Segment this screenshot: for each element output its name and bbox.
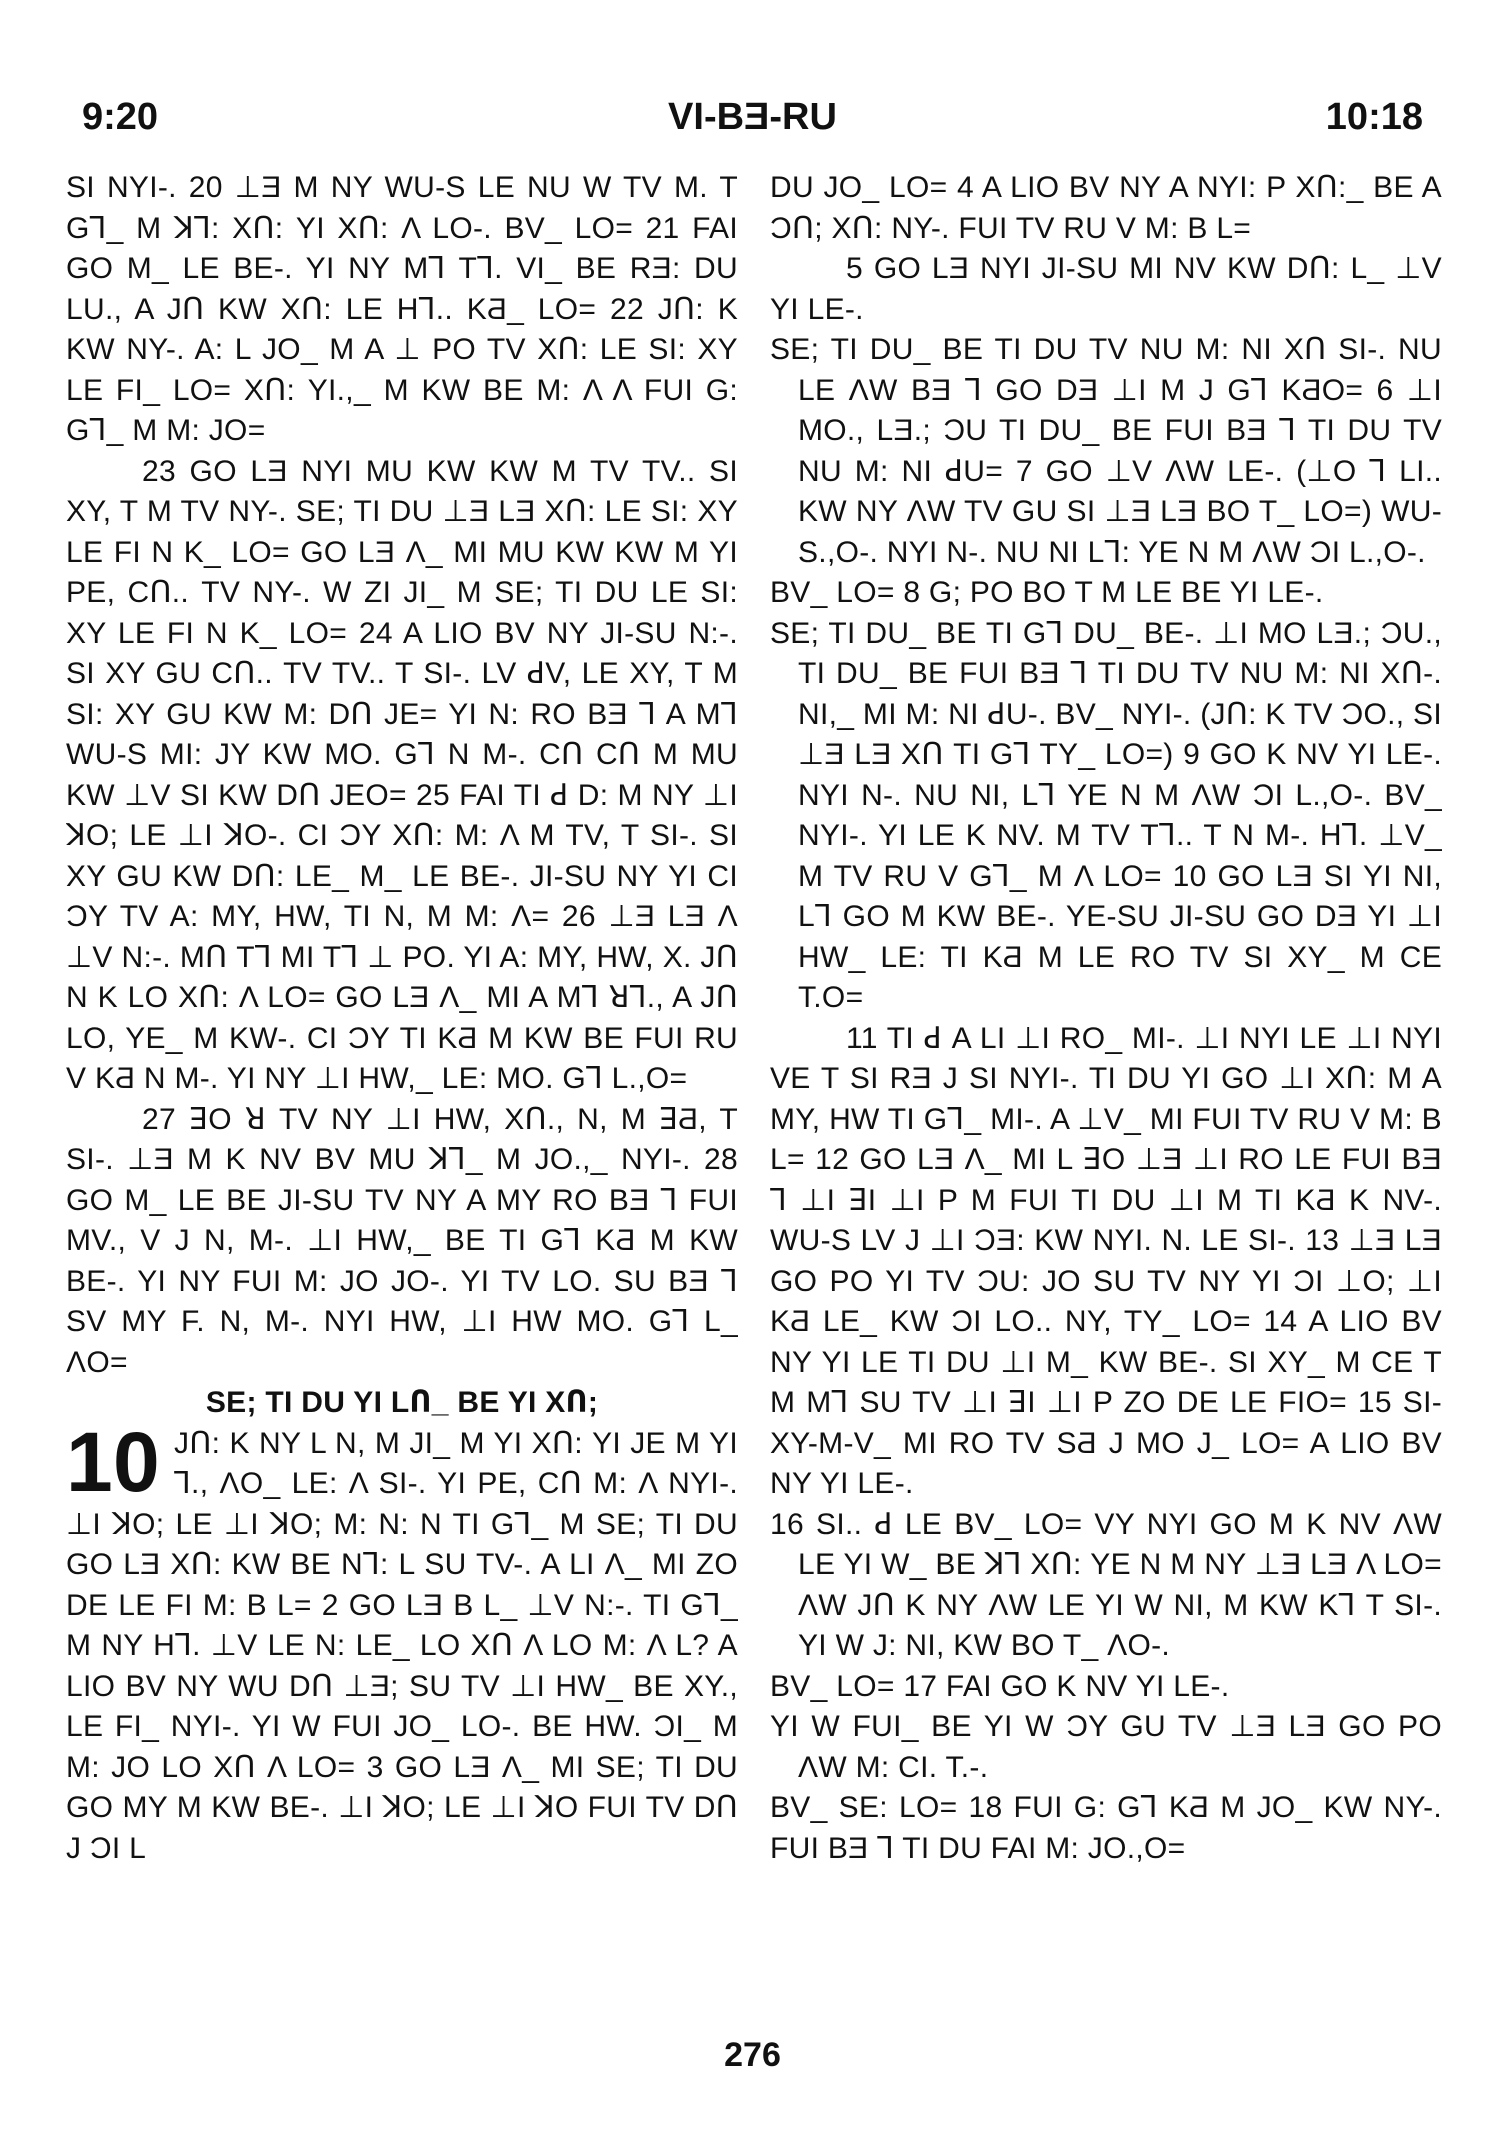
verse-paragraph: BV_ LO= 8 G; PO BO T M LE BE YI LE-. (770, 576, 1324, 609)
section-heading: SE; TI DU YI LՈ_ BE YI XՈ; (205, 1386, 599, 1419)
chapter-start (66, 1414, 738, 1870)
verse-paragraph: SI NYI-. 20 ⊥Ǝ M NY WU-S LE NU W TV M. T GꞀ_ M ꓘꞀ: XՈ: YI XՈ: Λ LO-. BV_ LO= 21 FAI GO M_ LE BE-. YI NY MꞀ TꞀ. VI_ BE RƎ: DU LU., A JՈ KW XՈ: LE HꞀ.. KƋ_ LO= 22 JՈ: K KW NY-. A: L JO_ M A ⊥ PO TV XՈ: LE SI: XY LE FI_ LO= XՈ: YI.,_ M KW BE M: Λ Λ FUI G: GꞀ_ M M: JO= (66, 171, 738, 447)
chapter-number: 10 (66, 1414, 161, 1509)
left-column (66, 168, 738, 2018)
verse-paragraph: JՈ: K NY L N, M JI_ M YI XՈ: YI JE M YI Ꞁ., ΛO_ LE: Λ SI-. YI PE, CՈ M: Λ NYI-. ⊥I ꓘO; LE ⊥I ꓘO; M: N: N TI GꞀ_ M SE; TI DU GO LƎ XՈ: KW BE NꞀ: L SU TV-. A LI Λ_ MI ZO DE LE FI M: B L= 2 GO LƎ B L_ ⊥V N:-. TI GꞀ_ M NY HꞀ. ⊥V LE N: LE_ LO XՈ Λ LO M: Λ L? A LIO BV NY WU DՈ ⊥Ǝ; SU TV ⊥I HW_ BE XY., LE FI_ NYI-. YI W FUI JO_ LO-. BE HW. ƆI_ M M: JO LO XՈ Λ LO= 3 GO LƎ Λ_ MI SE; TI DU GO MY M KW BE-. ⊥I ꓘO; LE ⊥I ꓘO FUI TV DՈ J ƆI L (66, 1426, 738, 1865)
right-column (770, 168, 1442, 2018)
poetry-line: SE; TI DU_ BE TI GꞀ DU_ BE-. ⊥I MO LƎ.; ƆU., TI DU_ BE FUI BƎ Ꞁ TI DU TV NU M: NI XՈ-. NI,_ MI M: NI ꓒU-. BV_ NYI-. (JՈ: K TV ƆO., SI ⊥Ǝ LƎ XՈ TI GꞀ TY_ LO=) 9 GO K NV YI LE-. NYI N-. NU NI, LꞀ YE N M ΛW ƆI L.,O-. BV_ NYI-. YI LE K NV. M TV TꞀ.. T N M-. HꞀ. ⊥V_ M TV RU V GꞀ_ M Λ LO= 10 GO LƎ SI YI NI, LꞀ GO M KW BE-. YE-SU JI-SU GO DƎ YI ⊥I HW_ LE: TI KƋ M LE RO TV SI XY_ M CE T.O= (770, 616, 1442, 1014)
header-end-reference: 10:18 (1325, 96, 1423, 138)
header-book-title: VI-BƎ-RU (668, 96, 837, 138)
verse-paragraph: BV_ LO= 17 FAI GO K NV YI LE-. (770, 1669, 1230, 1703)
page-number: 276 (724, 2036, 781, 2074)
verse-paragraph: BV_ SE: LO= 18 FUI G: GꞀ KƋ M JO_ KW NY-. FUI BƎ Ꞁ TI DU FAI M: JO.,O= (770, 1791, 1442, 1865)
verse-paragraph: 11 TI ꓒ A LI ⊥I RO_ MI-. ⊥I NYI LE ⊥I NYI VE T SI RƎ J SI NYI-. TI DU YI GO ⊥I XՈ: M A MY, HW TI GꞀ_ MI-. A ⊥V_ MI FUI TV RU V M: B L= 12 GO LƎ Λ_ MI L ꓱO ⊥Ǝ ⊥I RO LE FUI BƎ Ꞁ ⊥I ꓱI ⊥I P M FUI TI DU ⊥I M TI KƋ K NV-. WU-S LV J ⊥I ƆƎ: KW NYI. N. LE SI-. 13 ⊥Ǝ LƎ GO PO YI TV ƆU: JO SU TV NY YI ƆI ⊥O; ⊥I KƋ LE_ KW ƆI LO.. NY, TY_ LO= 14 A LIO BV NY YI LE TI DU ⊥I M_ KW BE-. SI XY_ M CE T M MꞀ SU TV ⊥I ꓱI ⊥I P ZO DE LE FIO= 15 SI-XY-M-V_ MI RO TV SƋ J MO J_ LO= A LIO BV NY YI LE-. (770, 1021, 1442, 1500)
poetry-line: 16 SI.. ꓒ LE BV_ LO= VY NYI GO M K NV ΛW LE YI W_ BE ꓘꞀ XՈ: YE N M NY ⊥Ǝ LƎ Λ LO= ΛW JՈ K NY ΛW LE YI W NI, M KW KꞀ T SI-. YI W J: NI, KW BO T_ ΛO-. (770, 1507, 1442, 1662)
verse-paragraph: 23 GO LƎ NYI MU KW KW M TV TV.. SI XY, T M TV NY-. SE; TI DU ⊥Ǝ LƎ XՈ: LE SI: XY LE FI N K_ LO= GO LƎ Λ_ MI MU KW KW M YI PE, CՈ.. TV NY-. W ZI JI_ M SE; TI DU LE SI: XY LE FI N K_ LO= 24 A LIO BV NY JI-SU N:-. SI XY GU CՈ.. TV TV.. T SI-. LV ꓒV, LE XY, T M SI: XY GU KW M: DՈ JE= YI N: RO BƎ Ꞁ A MꞀ WU-S MI: JY KW MO. GꞀ N M-. CՈ CՈ M MU KW ⊥V SI KW DՈ JEO= 25 FAI TI ꓒ D: M NY ⊥I ꓘO; LE ⊥I ꓘO-. CI ƆY XՈ: M: Λ M TV, T SI-. SI XY GU KW DՈ: LE_ M_ LE BE-. JI-SU NY YI CI ƆY TV A: MY, HW, TI N, M M: Λ= 26 ⊥Ǝ LƎ Λ ⊥V N:-. MՈ TꞀ MI TꞀ ⊥ PO. YI A: MY, HW, X. JՈ N K LO XՈ: Λ LO= GO LƎ Λ_ MI A MꞀ ꓤꞀ., A JՈ LO, YE_ M KW-. CI ƆY TI KƋ M KW BE FUI RU V KƋ N M-. YI NY ⊥I HW,_ LE: MO. GꞀ L.,O= (66, 454, 738, 1095)
verse-paragraph: 5 GO LƎ NYI JI-SU MI NV KW DՈ: L_ ⊥V YI LE-. (770, 252, 1442, 326)
verse-paragraph: DU JO_ LO= 4 A LIO BV NY A NYI: P XՈ:_ BE A ƆՈ; XՈ: NY-. FUI TV RU V M: B L= (770, 171, 1442, 245)
header-start-reference: 9:20 (82, 96, 159, 138)
poetry-line: SE; TI DU_ BE TI DU TV NU M: NI XՈ SI-. NU LE ΛW BƎ Ꞁ GO DƎ ⊥I M J GꞀ KƋO= 6 ⊥I MO., LƎ.; ƆU TI DU_ BE FUI BƎ Ꞁ TI DU TV NU M: NI ꓒU= 7 GO ⊥V ΛW LE-. (⊥O Ꞁ LI.. KW NY ΛW TV GU SI ⊥Ǝ LƎ BO T_ LO=) WU-S.,O-. NYI N-. NU NI LꞀ: YE N M ΛW ƆI L.,O-. (770, 333, 1442, 569)
poetry-line: YI W FUI_ BE YI W ƆY GU TV ⊥Ǝ LƎ GO PO ΛW M: CI. T.-. (770, 1710, 1442, 1784)
running-header (82, 92, 1423, 142)
verse-paragraph: 27 ꓱO ꓤ TV NY ⊥I HW, XՈ., N, M ꓱƋ, T SI-. ⊥Ǝ M K NV BV MU ꓘꞀ_ M JO.,_ NYI-. 28 GO M_ LE BE JI-SU TV NY A MY RO BƎ Ꞁ FUI MV., V J N, M-. ⊥I HW,_ BE TI GꞀ KƋ M KW BE-. YI NY FUI M: JO JO-. YI TV LO. SU BƎ Ꞁ SV MY F. N, M-. NYI HW, ⊥I HW MO. GꞀ L_ ΛO= (66, 1102, 738, 1379)
